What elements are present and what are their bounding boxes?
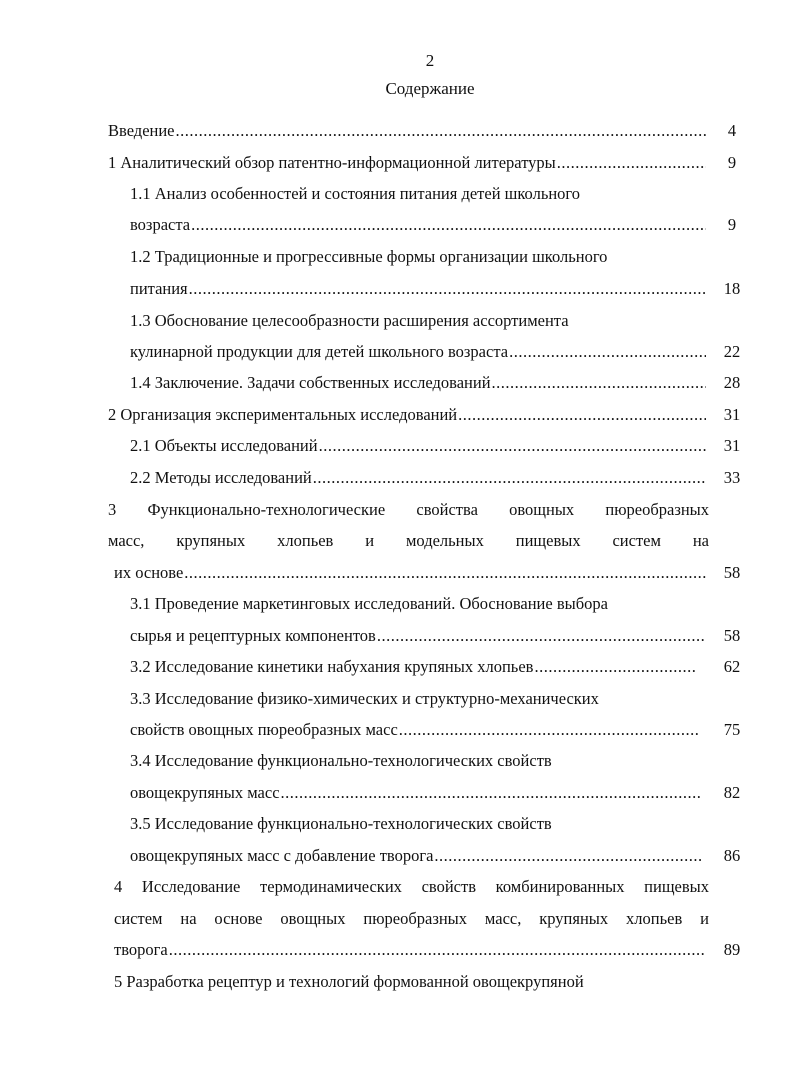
toc-leader-dots (492, 372, 706, 394)
toc-leader-dots (191, 214, 706, 236)
toc-page-number: 4 (727, 121, 737, 140)
toc-leader-dots (377, 625, 706, 647)
toc-entry-1-1[interactable] (130, 214, 706, 236)
toc-entry-text: их основе (114, 563, 184, 582)
toc-entry-3-3-line-1[interactable]: 3.3 Исследование физико-химических и структурно-механических (130, 689, 599, 708)
toc-entry-introduction[interactable] (108, 120, 706, 142)
toc-entry-text: творога (114, 940, 168, 959)
toc-entry-text: овощекрупяных масс (130, 783, 280, 802)
toc-entry-1-4[interactable] (130, 372, 706, 394)
toc-page-number: 18 (723, 279, 741, 298)
toc-entry-chapter-1[interactable] (108, 152, 706, 174)
toc-page-number: 82 (723, 783, 741, 802)
toc-entry-text: 2 Организация экспериментальных исследований (108, 405, 458, 424)
toc-entry-3-5[interactable] (130, 845, 702, 867)
toc-page-number: 9 (727, 215, 737, 234)
toc-entry-text: 2.1 Объекты исследований (130, 436, 318, 455)
toc-entry-chapter-2[interactable] (108, 404, 706, 426)
toc-entry-text: питания (130, 279, 188, 298)
toc-entry-text: кулинарной продукции для детей школьного возраста (130, 342, 509, 361)
toc-entry-3-3[interactable] (130, 719, 700, 741)
toc-entry-2-1[interactable] (130, 435, 706, 457)
toc-leader-dots (557, 152, 706, 174)
toc-entry-text: 1.4 Заключение. Задачи собственных исследований (130, 373, 491, 392)
toc-leader-dots (281, 782, 702, 804)
toc-leader-dots (458, 404, 706, 426)
toc-leader-dots (313, 467, 706, 489)
toc-page-number: 58 (723, 563, 741, 582)
toc-entry-3-1[interactable] (130, 625, 706, 647)
toc-entry-text: 3.2 Исследование кинетики набухания крупяных хлопьев (130, 657, 534, 676)
toc-entry-1-2[interactable] (130, 278, 706, 300)
toc-page-number: 22 (723, 342, 741, 361)
toc-leader-dots (434, 845, 702, 867)
toc-leader-dots (189, 278, 706, 300)
toc-leader-dots (169, 939, 706, 961)
toc-page-number: 9 (727, 153, 737, 172)
toc-entry-3-2[interactable] (130, 656, 697, 678)
toc-page-number: 75 (723, 720, 741, 739)
toc-entry-text: свойств овощных пюреобразных масс (130, 720, 398, 739)
toc-title: Содержание (385, 79, 475, 98)
toc-page-number: 62 (723, 657, 741, 676)
toc-entry-chapter-4-line-2[interactable]: систем на основе овощных пюреобразных масс, крупяных хлопьев и (114, 909, 709, 928)
toc-entry-chapter-3-line-2[interactable]: масс, крупяных хлопьев и модельных пищевых систем на (108, 531, 709, 550)
toc-entry-text: Введение (108, 121, 175, 140)
toc-entry-text: 1 Аналитический обзор патентно-информационной литературы (108, 153, 556, 172)
toc-leader-dots (399, 719, 700, 741)
toc-entry-1-3[interactable] (130, 341, 706, 363)
toc-page-number: 33 (723, 468, 741, 487)
toc-entry-3-4[interactable] (130, 782, 702, 804)
toc-leader-dots (509, 341, 706, 363)
toc-entry-text: овощекрупяных масс с добавление творога (130, 846, 434, 865)
toc-entry-1-2-line-1[interactable]: 1.2 Традиционные и прогрессивные формы организации школьного (130, 247, 608, 266)
toc-entry-3-1-line-1[interactable]: 3.1 Проведение маркетинговых исследований. Обоснование выбора (130, 594, 608, 613)
toc-leader-dots (319, 435, 706, 457)
toc-entry-3-4-line-1[interactable]: 3.4 Исследование функционально-технологических свойств (130, 751, 552, 770)
toc-entry-chapter-4-line-1[interactable]: 4 Исследование термодинамических свойств комбинированных пищевых (114, 877, 709, 896)
toc-page-number: 89 (723, 940, 741, 959)
toc-entry-text: 2.2 Методы исследований (130, 468, 312, 487)
toc-entry-chapter-3[interactable] (114, 562, 706, 584)
page-number: 2 (425, 51, 435, 70)
toc-leader-dots (176, 120, 706, 142)
toc-entry-chapter-5-line-1[interactable]: 5 Разработка рецептур и технологий формованной овощекрупяной (114, 972, 584, 991)
toc-page-number: 28 (723, 373, 741, 392)
toc-entry-text: возраста (130, 215, 191, 234)
toc-entry-3-5-line-1[interactable]: 3.5 Исследование функционально-технологических свойств (130, 814, 552, 833)
toc-page-number: 58 (723, 626, 741, 645)
toc-entry-1-1-line-1[interactable]: 1.1 Анализ особенностей и состояния питания детей школьного (130, 184, 581, 203)
toc-leader-dots (184, 562, 706, 584)
toc-page-number: 31 (723, 405, 741, 424)
toc-entry-2-2[interactable] (130, 467, 706, 489)
toc-entry-text: сырья и рецептурных компонентов (130, 626, 376, 645)
toc-leader-dots (534, 656, 697, 678)
toc-entry-chapter-4[interactable] (114, 939, 706, 961)
toc-entry-1-3-line-1[interactable]: 1.3 Обоснование целесообразности расширения ассортимента (130, 311, 569, 330)
toc-page-number: 31 (723, 436, 741, 455)
toc-page-number: 86 (723, 846, 741, 865)
toc-entry-chapter-3-line-1[interactable]: 3 Функционально-технологические свойства овощных пюреобразных (108, 500, 709, 519)
